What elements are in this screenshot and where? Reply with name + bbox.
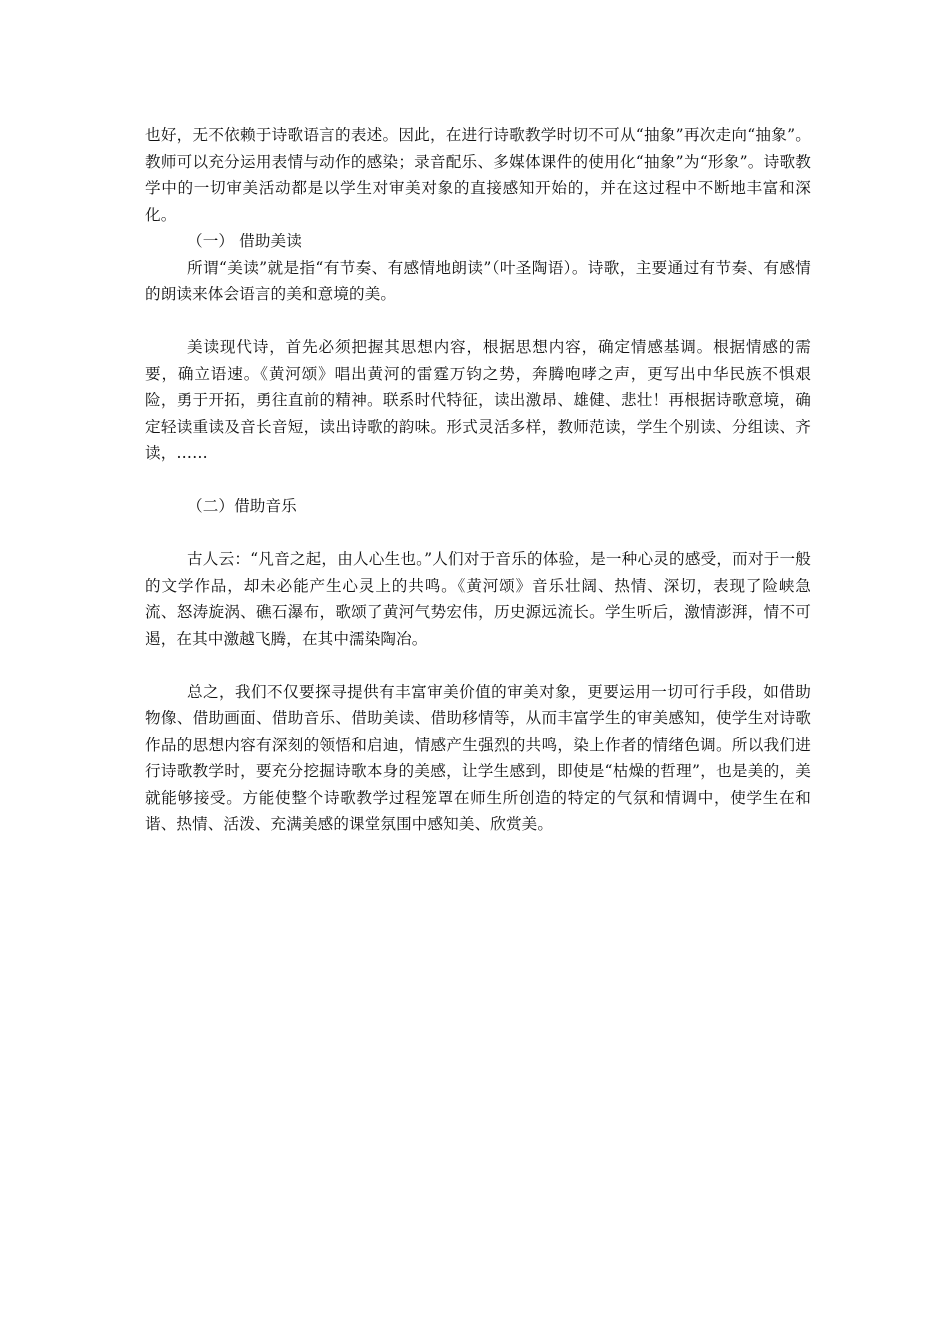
paragraph-intro: 也好，无不依赖于诗歌语言的表述。因此，在进行诗歌教学时切不可从“抽象”再次走向“抽象”。教师可以充分运用表情与动作的感染；录音配乐、多媒体课件的使用化“抽象”为“形象”。诗歌教学中的一切审美活动都是以学生对审美对象的直接感知开始的，并在这过程中不断地丰富和深化。 bbox=[145, 126, 811, 224]
section-heading-music: （二）借助音乐 bbox=[187, 497, 297, 515]
section-heading-meidu: （一） 借助美读 bbox=[187, 232, 302, 250]
document-body bbox=[145, 122, 811, 838]
paragraph-meidu-definition: 所谓“美读”就是指“有节奏、有感情地朗读”（叶圣陶语）。诗歌，主要通过有节奏、有感情的朗读来体会语言的美和意境的美。 bbox=[145, 258, 811, 303]
paragraph-spacer bbox=[145, 308, 811, 335]
paragraph-spacer bbox=[145, 467, 811, 494]
paragraph-meidu-modern-poetry: 美读现代诗，首先必须把握其思想内容，根据思想内容，确定情感基调。根据情感的需要，确立语速。《黄河颂》唱出黄河的雷霆万钧之势，奔腾咆哮之声，更写出中华民族不惧艰险，勇于开拓，勇往直前的精神。联系时代特征，读出激昂、雄健、悲壮！再根据诗歌意境，确定轻读重读及音长音短，读出诗歌的韵味。形式灵活多样，教师范读，学生个别读、分组读、齐读，…… bbox=[145, 338, 811, 462]
paragraph-spacer bbox=[145, 652, 811, 679]
paragraph-conclusion: 总之，我们不仅要探寻提供有丰富审美价值的审美对象，更要运用一切可行手段，如借助物像、借助画面、借助音乐、借助美读、借助移情等，从而丰富学生的审美感知，使学生对诗歌作品的思想内容有深刻的领悟和启迪，情感产生强烈的共鸣，染上作者的情绪色调。所以我们进行诗歌教学时，要充分挖掘诗歌本身的美感，让学生感到，即使是“枯燥的哲理”，也是美的，美就能够接受。方能使整个诗歌教学过程笼罩在师生所创造的特定的气氛和情调中，使学生在和谐、热情、活泼、充满美感的课堂氛围中感知美、欣赏美。 bbox=[145, 682, 811, 833]
paragraph-music: 古人云：“凡音之起，由人心生也。”人们对于音乐的体验，是一种心灵的感受，而对于一般的文学作品，却未必能产生心灵上的共鸣。《黄河颂》音乐壮阔、热情、深切，表现了险峡急流、怒涛旋涡、礁石瀑布，歌颂了黄河气势宏伟，历史源远流长。学生听后，激情澎湃，情不可遏，在其中激越飞腾，在其中濡染陶冶。 bbox=[145, 550, 811, 648]
paragraph-spacer bbox=[145, 520, 811, 547]
